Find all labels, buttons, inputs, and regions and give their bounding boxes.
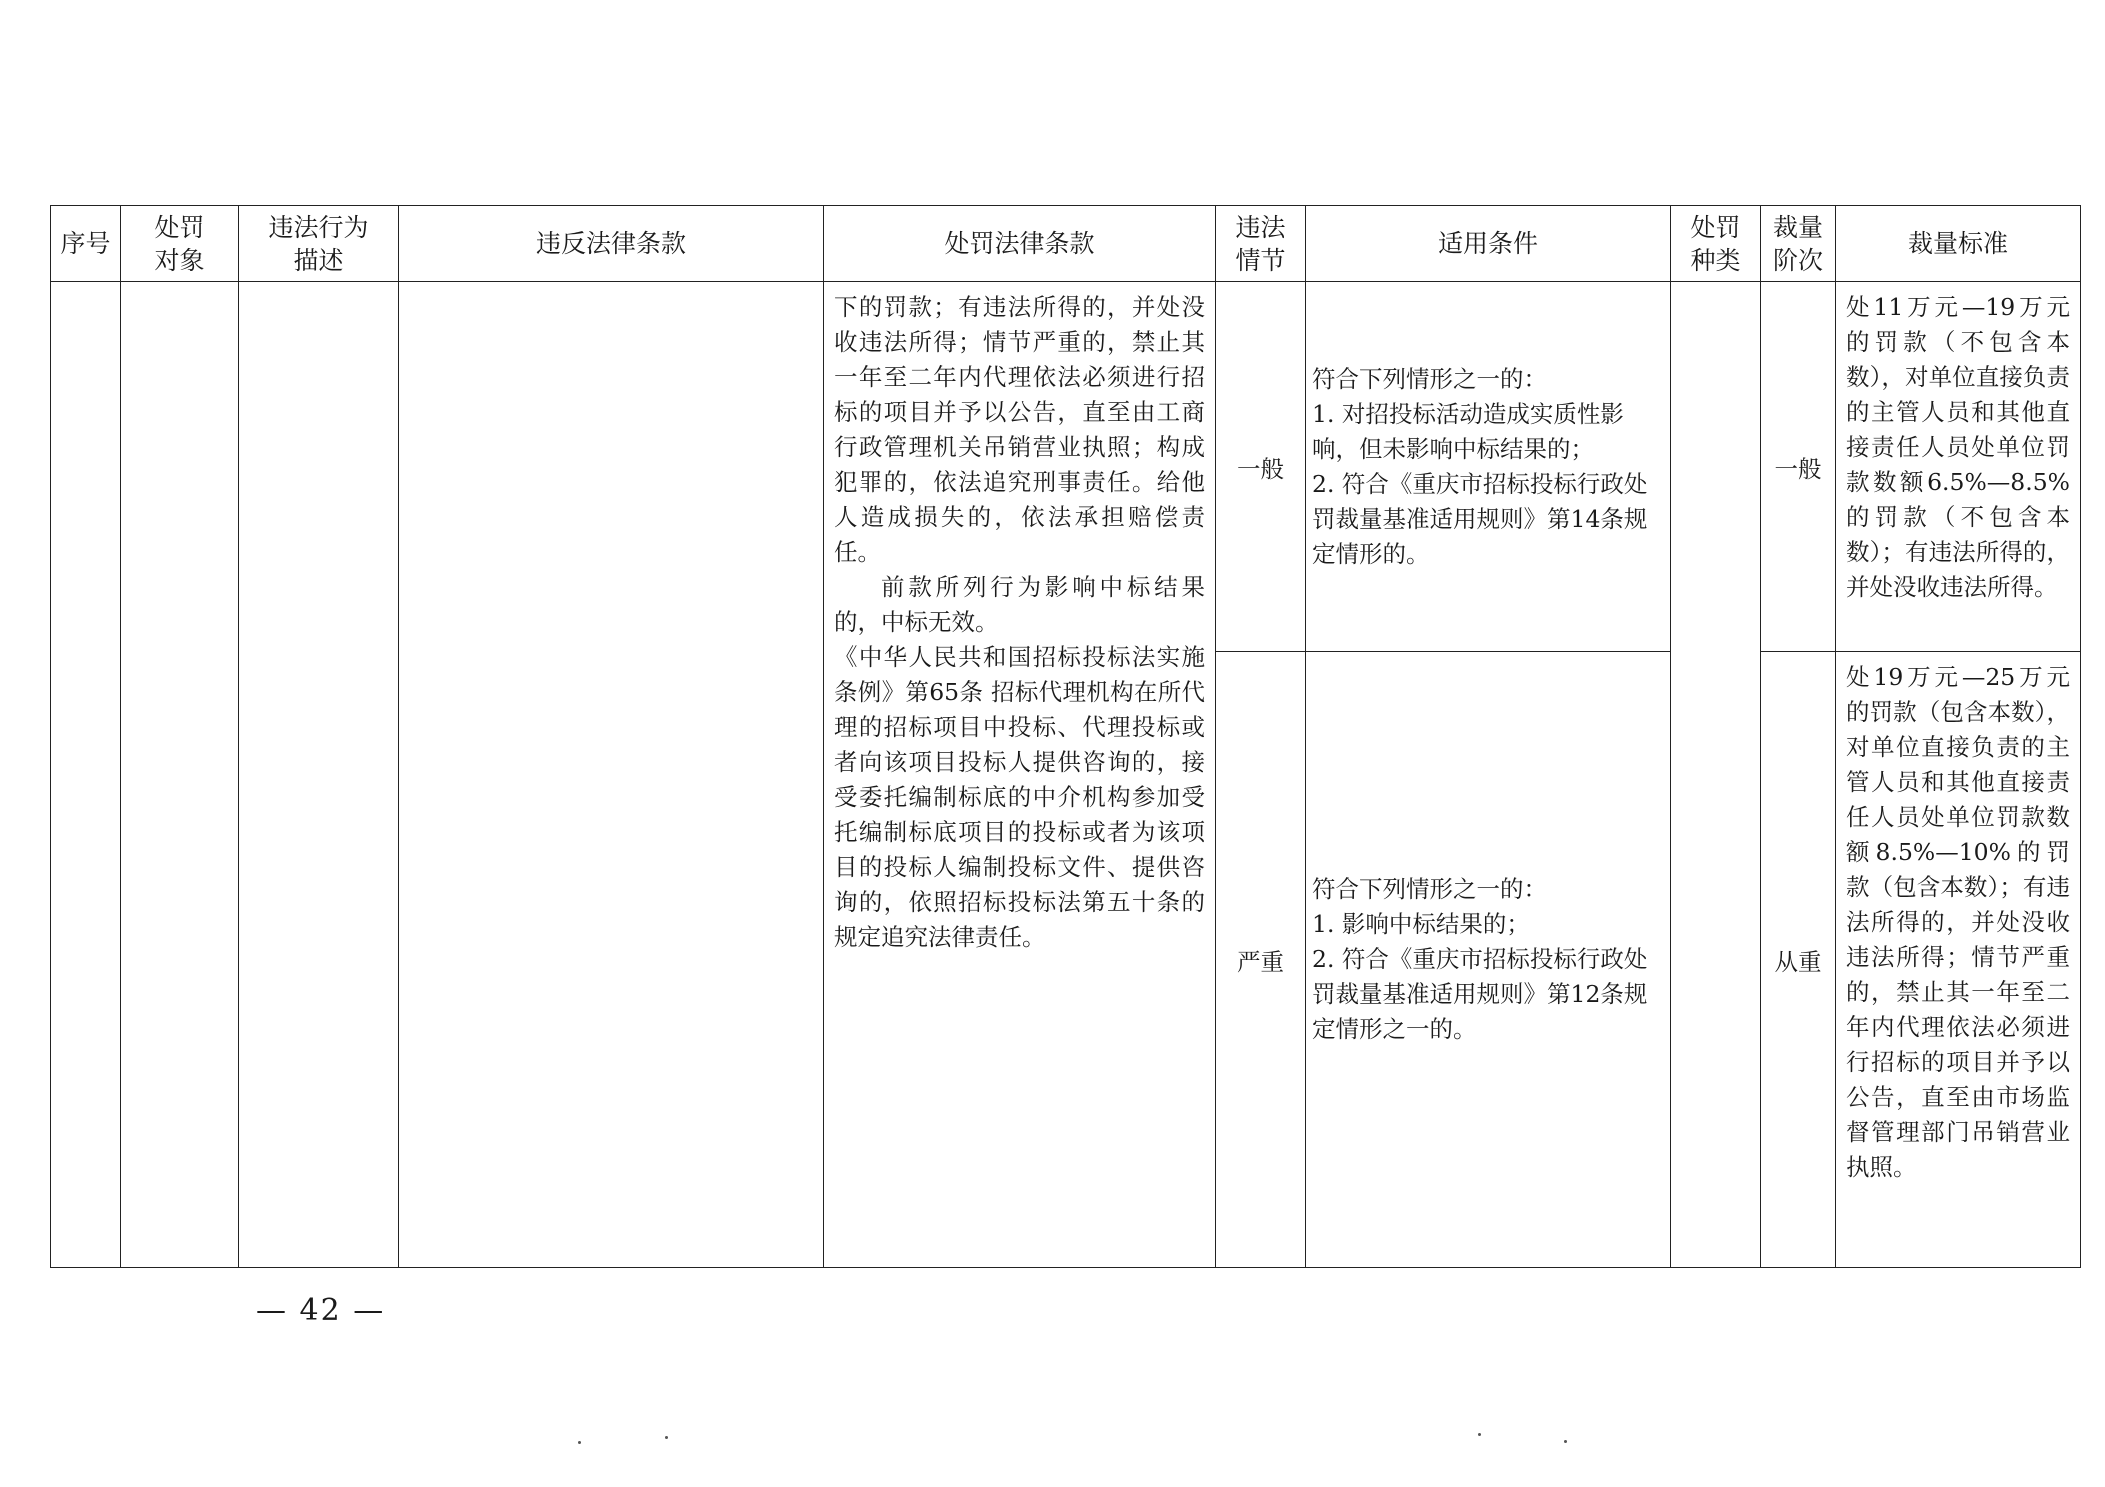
circumstance-cell: 严重	[1216, 652, 1306, 1268]
level-cell: 从重	[1761, 652, 1836, 1268]
table-row	[51, 282, 2081, 652]
seq-cell	[51, 282, 121, 1268]
target-cell	[121, 282, 239, 1268]
penalty-law-cell	[824, 282, 1216, 1268]
header-circumstance: 违法 情节	[1216, 206, 1306, 282]
scan-speck	[578, 1441, 581, 1444]
header-target: 处罚 对象	[121, 206, 239, 282]
header-penalty-law: 处罚法律条款	[824, 206, 1216, 282]
conditions-cell	[1306, 652, 1671, 1268]
condition-line: 1. 对招投标活动造成实质性影响，但未影响中标结果的；	[1312, 399, 1624, 463]
circumstance-cell: 一般	[1216, 282, 1306, 652]
scan-speck	[665, 1436, 668, 1439]
scan-speck	[1478, 1433, 1481, 1436]
header-violated-law: 违反法律条款	[399, 206, 824, 282]
penalty-type-cell	[1671, 282, 1761, 1268]
level-cell: 一般	[1761, 282, 1836, 652]
header-standard: 裁量标准	[1836, 206, 2081, 282]
standard-cell: 处11万元—19万元的罚款（不包含本数），对单位直接负责的主管人员和其他直接责任人员处单位罚款数额6.5%—8.5%的罚款（不包含本数）；有违法所得的，并处没收违法所得。	[1836, 282, 2081, 652]
penalty-law-paragraph: 下的罚款；有违法所得的，并处没收违法所得；情节严重的，禁止其一年至二年内代理依法必须进行招标的项目并予以公告，直至由工商行政管理机关吊销营业执照；构成犯罪的，依法追究刑事责任。给他人造成损失的，依法承担赔偿责任。	[834, 293, 1205, 566]
penalty-law-paragraph: 前款所列行为影响中标结果的，中标无效。	[834, 573, 1205, 636]
page-number: — 42 —	[256, 1293, 386, 1328]
penalty-law-paragraph: 《中华人民共和国招标投标法实施条例》第65条 招标代理机构在所代理的招标项目中投标、代理投标或者向该项目投标人提供咨询的，接受委托编制标底的中介机构参加受托编制标底项目的投标或者为该项目的投标人编制投标文件、提供咨询的，依照招标投标法第五十条的规定追究法律责任。	[834, 643, 1205, 951]
condition-line: 2. 符合《重庆市招标投标行政处罚裁量基准适用规则》第14条规定情形的。	[1312, 469, 1648, 568]
scan-speck	[1564, 1440, 1567, 1443]
conditions-cell	[1306, 282, 1671, 652]
condition-line: 符合下列情形之一的：	[1312, 364, 1547, 393]
header-level: 裁量 阶次	[1761, 206, 1836, 282]
header-conditions: 适用条件	[1306, 206, 1671, 282]
standard-cell: 处19万元—25万元的罚款（包含本数），对单位直接负责的主管人员和其他直接责任人员处单位罚款数额8.5%—10%的罚款（包含本数）；有违法所得的，并处没收违法所得；情节严重的，禁止其一年至二年内代理依法必须进行招标的项目并予以公告，直至由市场监督管理部门吊销营业执照。	[1836, 652, 2081, 1268]
header-penalty-type: 处罚 种类	[1671, 206, 1761, 282]
penalty-standards-table	[50, 205, 2081, 1268]
violated-law-cell	[399, 282, 824, 1268]
header-row	[51, 206, 2081, 282]
condition-line: 2. 符合《重庆市招标投标行政处罚裁量基准适用规则》第12条规定情形之一的。	[1312, 945, 1648, 1043]
condition-line: 符合下列情形之一的：	[1312, 875, 1547, 903]
condition-line: 1. 影响中标结果的；	[1312, 910, 1530, 938]
header-behavior: 违法行为 描述	[239, 206, 399, 282]
behavior-cell	[239, 282, 399, 1268]
header-seq: 序号	[51, 206, 121, 282]
